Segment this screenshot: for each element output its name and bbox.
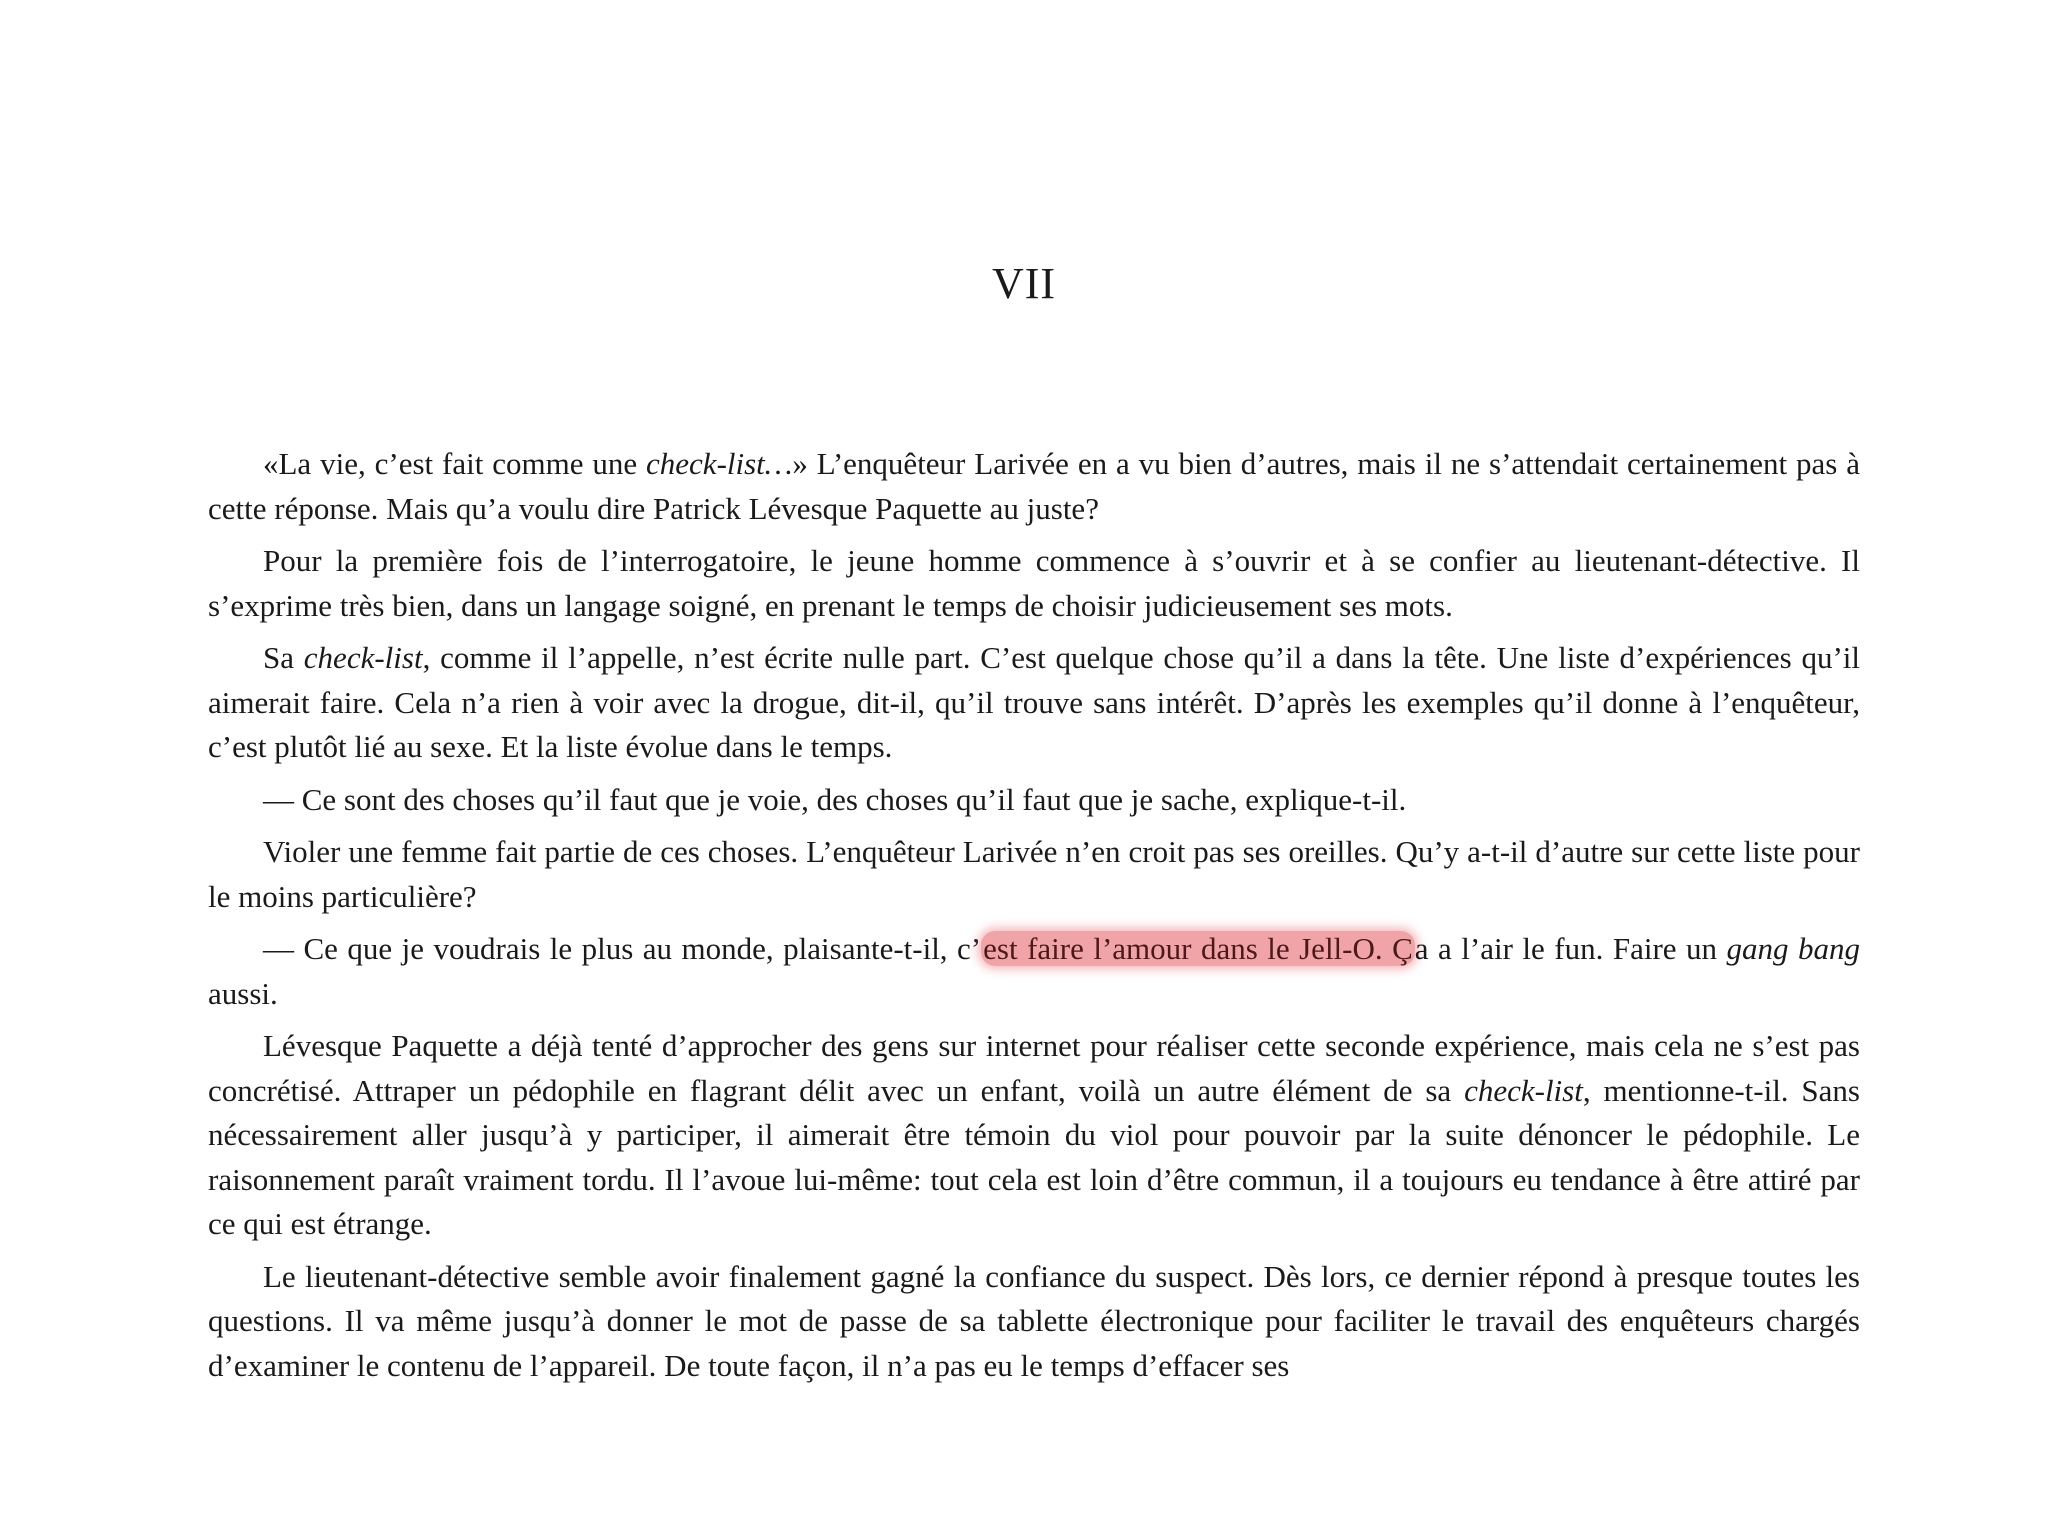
paragraph-7 [208,1024,1860,1247]
paragraph-6-text-a: — Ce que je voudrais le plus au monde, plaisante-t-il, c’ [263,931,982,966]
paragraph-8: Le lieutenant-détective semble avoir finalement gagné la confiance du suspect. Dès lors, ce dernier répond à presque toutes les questions. Il va même jusqu’à donner le mot de passe de sa tablette électronique pour faciliter le travail des enquêteurs chargés d’examiner le contenu de l’appareil. De toute façon, il n’a pas eu le temps d’effacer ses [208,1258,1860,1383]
paragraph-7-italic: check-list [1464,1072,1583,1108]
paragraph-6 [208,927,1860,1016]
paragraph-1 [208,442,1860,531]
paragraph-6-text-b: a a l’air le fun. Faire un [1414,931,1727,966]
text-body [208,442,1860,1396]
paragraph-3-text-c: , comme il l’appelle, n’est écrite nulle part. C’est quelque chose qu’il a dans la tête. Une liste d’expériences qu’il aimerait faire. Cela n’a rien à voir avec la drogue, dit-il, qu’il trouve sans intérêt. D’après les exemples qu’il donne à l’enquêteur, c’est plutôt lié au sexe. Et la liste évolue dans le temps. [208,640,1861,764]
paragraph-3-italic: check-list [303,640,423,675]
paragraph-6-text-d: aussi. [208,975,278,1011]
paragraph-5: Violer une femme fait partie de ces choses. L’enquêteur Larivée n’en croit pas ses oreilles. Qu’y a-t-il d’autre sur cette liste pour le moins particulière? [208,834,1860,914]
paragraph-7-text-a: Lévesque Paquette a déjà tenté d’approcher des gens sur internet pour réaliser cette seconde expérience, mais cela ne s’est pas concrétisé. Attraper un pédophile en flagrant délit avec un enfant, voilà un autre élément de sa [208,1028,1860,1108]
chapter-title: VII [991,259,1057,308]
paragraph-6-italic: gang bang [1726,931,1861,966]
paragraph-1-text-c: » L’enquêteur Larivée en a vu bien d’autres, mais il ne s’attendait certainement pas à cette réponse. Mais qu’a voulu dire Patrick Lévesque Paquette au juste? [208,446,1860,526]
paragraph-1-text-a: «La vie, c’est fait comme une [263,446,647,481]
paragraph-2: Pour la première fois de l’interrogatoire, le jeune homme commence à s’ouvrir et à se confier au lieutenant-détective. Il s’exprime très bien, dans un langage soigné, en prenant le temps de choisir judicieusement ses mots. [208,543,1860,623]
paragraph-3-text-a: Sa [263,640,304,675]
text-highlight[interactable]: est faire l’amour dans le Jell-O. Ç [983,931,1413,966]
paragraph-3 [208,636,1860,770]
paragraph-7-text-c: , mentionne-t-il. Sans nécessairement aller jusqu’à y participer, il aimerait être témoin du viol pour pouvoir par la suite dénoncer le pédophile. Le raisonnement paraît vraiment tordu. Il l’avoue lui-même: tout cela est loin d’être commun, il a toujours eu tendance à être attiré par ce qui est étrange. [208,1072,1860,1241]
paragraph-4: — Ce sont des choses qu’il faut que je voie, des choses qu’il faut que je sache, explique-t-il. [263,781,1407,817]
paragraph-1-italic: check-list… [646,446,793,481]
